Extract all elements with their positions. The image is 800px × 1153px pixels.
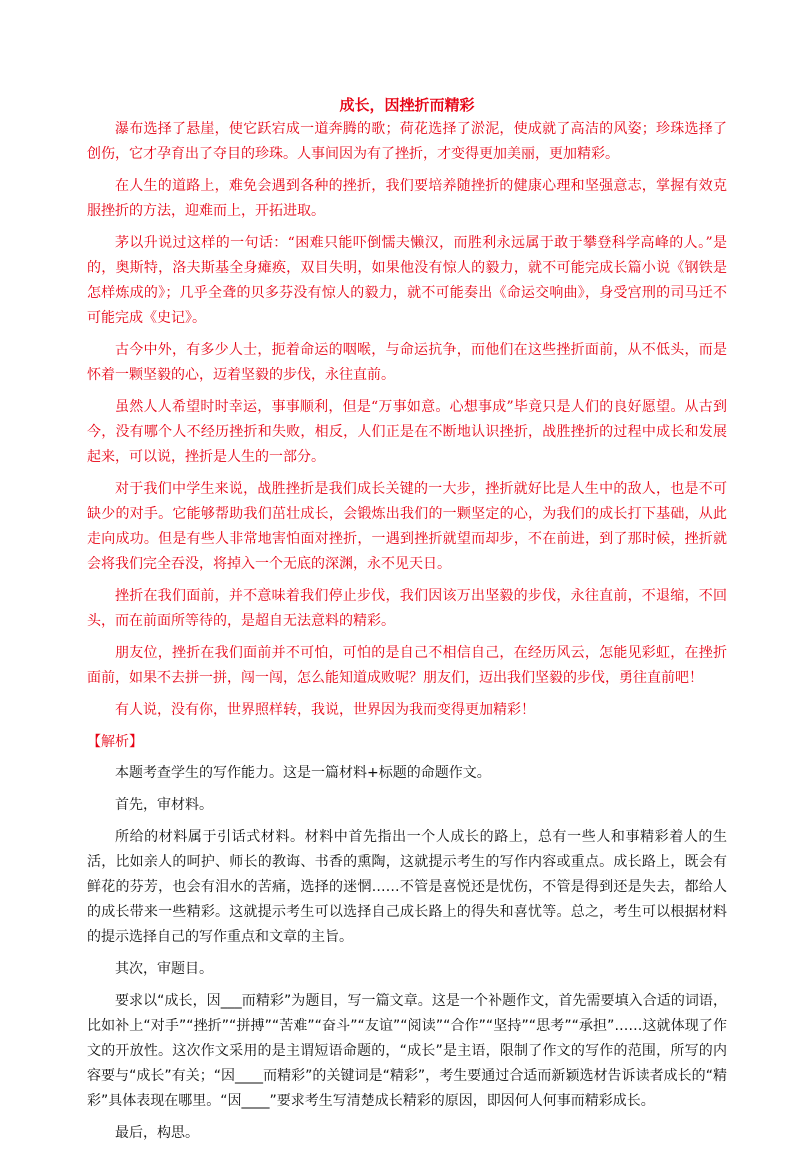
essay-paragraph: 古今中外，有多少人士，扼着命运的咽喉，与命运抗争，而他们在这些挫折面前，从不低头，而是怀着一颗坚毅的心，迈着坚毅的步伐，永往直前。 [87,342,727,383]
essay-paragraph: 有人说，没有你，世界照样转，我说，世界因为我而变得更加精彩！ [115,702,535,718]
essay-paragraph: 瀑布选择了悬崖，使它跃宕成一道奔腾的歌；荷花选择了淤泥，使成就了高洁的风姿；珍珠选择了创伤，它才孕育出了夺目的珍珠。人事间因为有了挫折，才变得更加美丽，更加精彩。 [87,121,727,162]
analysis-paragraph: 首先，审材料。 [115,797,213,813]
essay-title: 成长，因挫折而精彩 [339,96,475,114]
analysis-paragraph: 最后，构思。 [115,1125,199,1141]
essay-paragraph: 茅以升说过这样的一句话：“困难只能吓倒懦夫懒汉，而胜利永远属于敢于攀登科学高峰的人。”是的，奥斯特，洛夫斯基全身瘫痪，双目失明，如果他没有惊人的毅力，就不可能完成长篇小说《钢铁是怎样炼成的》；几乎全聋的贝多芬没有惊人的毅力，就不可能奏出《命运交响曲》，身受宫刑的司马迁不可能完成《史记》。 [87,235,727,326]
analysis-paragraph: 所给的材料属于引话式材料。材料中首先指出一个人成长的路上，总有一些人和事精彩着人的生活，比如亲人的呵护、师长的教诲、书香的熏陶，这就提示考生的写作内容或重点。成长路上，既会有鲜花的芬芳，也会有泪水的苦痛，选择的迷惘……不管是喜悦还是忧伤，不管是得到还是失去，都给人的成长带来一些精彩。这就提示考生可以选择自己成长路上的得失和喜忧等。总之，考生可以根据材料的提示选择自己的写作重点和文章的主旨。 [87,829,727,945]
analysis-body [87,761,727,1146]
essay-paragraph: 朋友位，挫折在我们面前并不可怕，可怕的是自己不相信自己，在经历风云，怎能见彩虹，在挫折面前，如果不去拼一拼，闯一闯，怎么能知道成败呢？朋友们，迈出我们坚毅的步伐，勇往直前吧！ [87,645,727,686]
analysis-paragraph: 要求以“成长，因___而精彩”为题目，写一篇文章。这是一个补题作文，首先需要填入合适的词语，比如补上“对手”“挫折”“拼搏”“苦难”“奋斗”“友谊”“阅读”“合作”“坚持”“思考”“承担”……这就体现了作文的开放性。这次作文采用的是主谓短语命题的，“成长”是主语，限制了作文的写作的范围，所写的内容要与“成长”有关；“因____而精彩”的关键词是“精彩”，考生要通过合适而新颖选材告诉读者成长的“精彩”具体表现在哪里。“因____”要求考生写清楚成长精彩的原因，即因何人何事而精彩成长。 [87,993,727,1109]
analysis-paragraph: 本题考查学生的写作能力。这是一篇材料+标题的命题作文。 [115,765,491,781]
analysis-heading: 【解析】 [87,734,143,750]
analysis-paragraph: 其次，审题目。 [115,961,213,977]
essay-body [87,117,727,723]
essay-paragraph: 对于我们中学生来说，战胜挫折是我们成长关键的一大步，挫折就好比是人生中的敌人，也是不可缺少的对手。它能够帮助我们茁壮成长，会锻炼出我们的一颗坚定的心，为我们的成长打下基础，从此走向成功。但是有些人非常地害怕面对挫折，一遇到挫折就望而却步，不在前进，到了那时候，挫折就会将我们完全吞没，将掉入一个无底的深渊，永不见天日。 [87,481,727,572]
document-page [87,95,727,1153]
essay-paragraph: 在人生的道路上，难免会遇到各种的挫折，我们要培养随挫折的健康心理和坚强意志，掌握有效克服挫折的方法，迎难而上，开拓进取。 [87,178,727,219]
essay-paragraph: 虽然人人希望时时幸运，事事顺利，但是“万事如意。心想事成”毕竟只是人们的良好愿望。从古到今，没有哪个人不经历挫折和失败，相反，人们正是在不断地认识挫折，战胜挫折的过程中成长和发展起来，可以说，挫折是人生的一部分。 [87,399,727,465]
essay-paragraph: 挫折在我们面前，并不意味着我们停止步伐，我们因该万出坚毅的步伐，永往直前，不退缩，不回头，而在前面所等待的，是超自无法意料的精彩。 [87,588,727,629]
